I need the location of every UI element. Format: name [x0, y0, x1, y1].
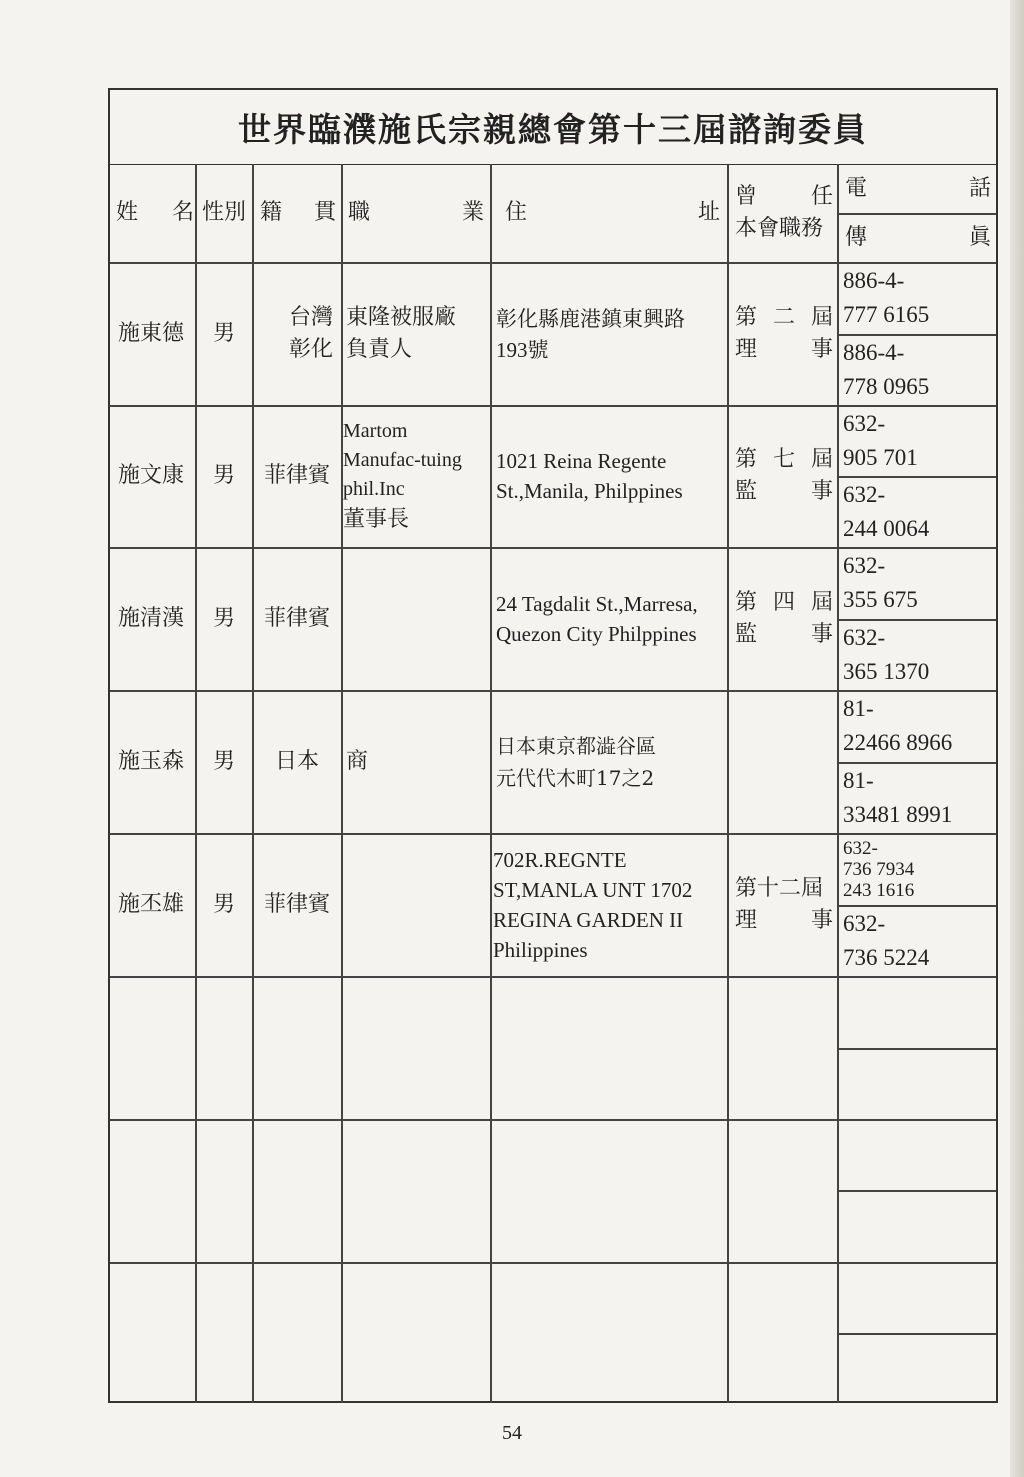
- phone-split: [837, 1190, 996, 1192]
- col-divider: [490, 164, 492, 1403]
- table-row-5-gender: 男: [212, 891, 235, 917]
- table-row-4-phone: 81- 22466 8966: [843, 696, 953, 755]
- phone-split: [837, 1333, 996, 1335]
- table-row-5-role: 第十二屆 理 事: [735, 875, 833, 933]
- table-row-5-origin: 菲律賓: [263, 891, 330, 917]
- table-row-4-occupation: 商: [346, 748, 369, 774]
- table-row-2-address: 1021 Reina Regente St.,Manila, Philppines: [496, 449, 683, 503]
- table-row-3-fax: 632- 365 1370: [843, 625, 930, 684]
- header-name: 姓 名: [116, 200, 194, 225]
- table-row-1-address: 彰化縣鹿港鎮東興路 193號: [496, 306, 685, 362]
- table-row-2-fax: 632- 244 0064: [843, 482, 930, 541]
- table-row-4-gender: 男: [212, 748, 235, 774]
- page-number: 54: [502, 1422, 522, 1444]
- row-divider: [110, 976, 996, 978]
- table-row-3-name: 施清漢: [118, 605, 185, 631]
- table-row-5-address: 702R.REGNTE ST,MANLA UNT 1702 REGINA GARDEN II Philippines: [493, 847, 693, 962]
- table-row-2-occupation: Martom Manufac-tuing phil.Inc 董事長: [343, 419, 462, 532]
- table-row-4-address: 日本東京都澁谷區 元代代木町17之2: [496, 733, 656, 790]
- table-row-3-address: 24 Tagdalit St.,Marresa, Quezon City Philppines: [496, 591, 698, 646]
- table-row-1-phone: 886-4- 777 6165: [843, 268, 930, 327]
- table-row-1-fax: 886-4- 778 0965: [843, 340, 930, 399]
- table-row-2-origin: 菲律賓: [263, 463, 330, 488]
- table-row-2-name: 施文康: [118, 463, 185, 488]
- table-row-1-gender: 男: [212, 320, 235, 346]
- header-phone: 電 話: [845, 175, 991, 201]
- table-row-3-role: 第 四 屆 監 事: [735, 589, 833, 647]
- committee-table: [108, 88, 998, 1403]
- table-row-2-phone: 632- 905 701: [843, 410, 918, 470]
- table-row-3-phone: 632- 355 675: [843, 553, 918, 612]
- row-divider: [110, 1262, 996, 1264]
- table-row-3-origin: 菲律賓: [263, 605, 330, 631]
- table-row-2-gender: 男: [212, 463, 235, 488]
- table-title: 世界臨濮施氏宗親總會第十三屆諮詢委員: [110, 90, 996, 165]
- row-divider: [110, 1119, 996, 1121]
- col-divider: [837, 164, 839, 1403]
- header-address: 住 址: [505, 200, 720, 225]
- header-gender: 性別: [201, 200, 246, 225]
- header-origin: 籍 貫: [260, 200, 336, 225]
- table-row-5-name: 施丕雄: [118, 891, 185, 917]
- phone-split: [837, 1048, 996, 1050]
- table-row-1-role: 第 二 屆 理 事: [735, 304, 833, 362]
- page-edge: [1010, 0, 1024, 1477]
- table-row-5-fax: 632- 736 5224: [843, 911, 930, 970]
- table-row-2-role: 第 七 屆 監 事: [735, 447, 833, 504]
- table-row-1-origin: 台灣 彰化: [288, 304, 333, 362]
- table-row-4-fax: 81- 33481 8991: [843, 768, 953, 827]
- table-row-4-origin: 日本: [274, 748, 319, 774]
- table-row-4-name: 施玉森: [118, 748, 185, 774]
- table-row-3-gender: 男: [212, 605, 235, 631]
- header-fax: 傳 眞: [845, 225, 991, 250]
- col-divider: [341, 164, 343, 1403]
- table-row-1-name: 施東德: [118, 320, 185, 346]
- col-divider: [727, 164, 729, 1403]
- table-row-1-occupation: 東隆被服廠 負責人: [346, 304, 457, 362]
- header-occupation: 職 業: [348, 200, 484, 225]
- header-role: 曾 任 本會職務: [735, 184, 833, 241]
- table-row-5-phone: 632- 736 7934 243 1616: [843, 837, 915, 901]
